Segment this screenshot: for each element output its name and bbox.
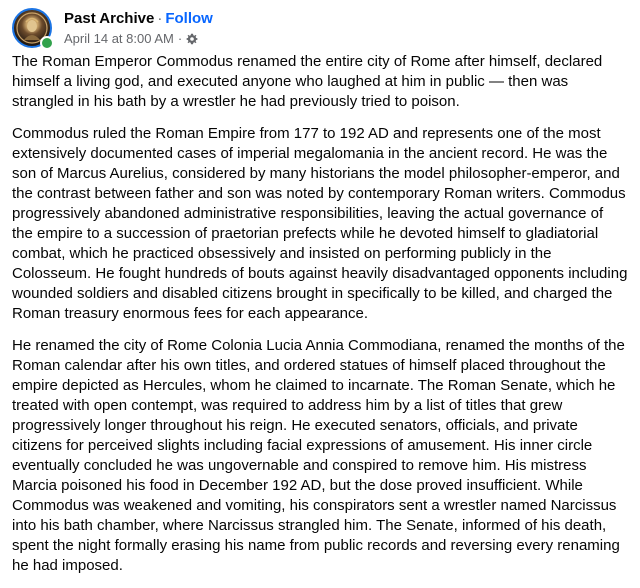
name-line bbox=[64, 10, 213, 28]
time-separator: · bbox=[177, 31, 183, 46]
gear-icon[interactable] bbox=[186, 33, 198, 45]
post-meta bbox=[64, 10, 213, 47]
page-name-link[interactable]: Past Archive bbox=[64, 10, 155, 27]
post-timestamp[interactable]: April 14 at 8:00 AM bbox=[64, 31, 174, 46]
post-body bbox=[12, 52, 628, 588]
time-line bbox=[64, 31, 213, 47]
name-separator: · bbox=[157, 10, 163, 27]
post-paragraph-3: He renamed the city of Rome Colonia Lucia Annia Commodiana, renamed the months of the Roman calendar after his own titles, and ordered statues of himself placed throughout the empire depicted as Hercules, whom he claimed to incarnate. The Roman Senate, which he treated with open contempt, was required to address him by a list of titles that grew progressively longer throughout his reign. He executed senators, officials, and private citizens for perceived slights including facial expressions of amusement. His inner circle eventually concluded he was ungovernable and conspired to remove him. His mistress Marcia poisoned his food in December 192 AD, but the dose proved insufficient. While Commodus was weakened and vomiting, his conspirators sent a wrestler named Narcissus into his bath chamber, where Narcissus strangled him. The Senate, informed of his death, spent the night formally erasing his name from public records and reversing every renaming he had imposed. bbox=[12, 337, 625, 574]
post-paragraph-2: Commodus ruled the Roman Empire from 177 to 192 AD and represents one of the most extensively documented cases of imperial megalomania in the ancient record. He was the son of Marcus Aurelius, considered by many historians the model philosopher-emperor, and the contrast between father and son was noted by contemporary Roman writers. Commodus progressively abandoned administrative responsibilities, leaving the actual governance of the empire to a succession of praetorian prefects while he devoted himself to gladiatorial combat, which he practiced obsessively and insisted on performing publicly in the Colosseum. He fought hundreds of bouts against heavily disadvantaged opponents including wounded soldiers and disabled citizens brought in specifically to be killed, and charged the Roman treasury enormous fees for each appearance. bbox=[12, 125, 628, 322]
post-header bbox=[12, 8, 628, 48]
post-paragraph-1: The Roman Emperor Commodus renamed the entire city of Rome after himself, declared himself a living god, and executed anyone who laughed at him in public — then was strangled in his bath by a wrestler he had previously tried to poison. bbox=[12, 53, 603, 110]
online-status-dot bbox=[40, 36, 54, 50]
follow-button[interactable]: Follow bbox=[165, 10, 213, 27]
avatar-container[interactable] bbox=[12, 8, 52, 48]
